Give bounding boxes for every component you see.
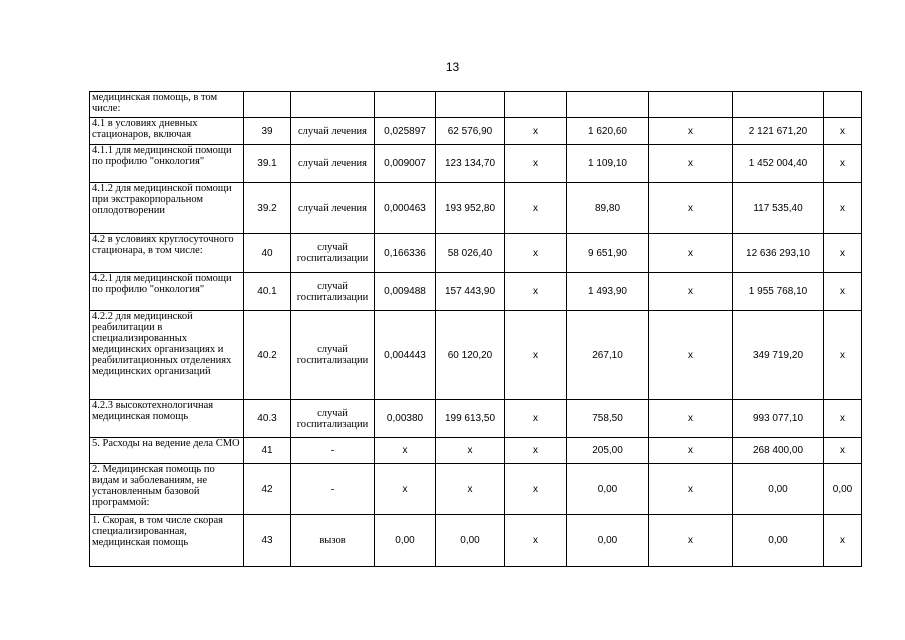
cell-value: х bbox=[505, 515, 567, 567]
cell-value: 349 719,20 bbox=[733, 311, 824, 400]
table-row bbox=[90, 183, 862, 234]
cell-value: х bbox=[505, 273, 567, 311]
cell-value: 0,025897 bbox=[375, 118, 436, 145]
cell-value: х bbox=[649, 145, 733, 183]
cell-value: х bbox=[505, 400, 567, 438]
cell-value: 0,00 bbox=[567, 464, 649, 515]
cell-value: 205,00 bbox=[567, 438, 649, 464]
cell-name: 2. Медицинская помощь по видам и заболеваниям, не установленным базовой программой: bbox=[90, 464, 244, 515]
cell-value bbox=[567, 92, 649, 118]
cell-value bbox=[375, 92, 436, 118]
table-row bbox=[90, 311, 862, 400]
cell-unit: случай госпитализации bbox=[291, 311, 375, 400]
cell-value: 199 613,50 bbox=[436, 400, 505, 438]
table-row bbox=[90, 145, 862, 183]
cell-value: 1 109,10 bbox=[567, 145, 649, 183]
cell-value: 117 535,40 bbox=[733, 183, 824, 234]
table-row bbox=[90, 92, 862, 118]
cell-value: 123 134,70 bbox=[436, 145, 505, 183]
cell-value: 0,00 bbox=[733, 464, 824, 515]
cell-unit: случай госпитализации bbox=[291, 273, 375, 311]
cell-value: 58 026,40 bbox=[436, 234, 505, 273]
cell-name: медицинская помощь, в том числе: bbox=[90, 92, 244, 118]
cell-name: 4.2.2 для медицинской реабилитации в специализированных медицинских организациях и реабилитационных отделениях медицинских организаций bbox=[90, 311, 244, 400]
table-row bbox=[90, 400, 862, 438]
cell-value: х bbox=[505, 118, 567, 145]
cell-value: х bbox=[824, 145, 862, 183]
cell-num: 42 bbox=[244, 464, 291, 515]
cell-value: х bbox=[824, 311, 862, 400]
table-row bbox=[90, 515, 862, 567]
cell-value: х bbox=[649, 273, 733, 311]
cell-value: 89,80 bbox=[567, 183, 649, 234]
cell-num: 40.3 bbox=[244, 400, 291, 438]
cell-value: х bbox=[824, 515, 862, 567]
cell-value: х bbox=[649, 438, 733, 464]
cell-value bbox=[733, 92, 824, 118]
cell-num: 39.1 bbox=[244, 145, 291, 183]
cell-name: 4.1.1 для медицинской помощи по профилю "онкология" bbox=[90, 145, 244, 183]
cell-value: х bbox=[505, 438, 567, 464]
cell-value bbox=[436, 92, 505, 118]
cell-value bbox=[649, 92, 733, 118]
cell-value: х bbox=[649, 311, 733, 400]
cell-num bbox=[244, 92, 291, 118]
cell-value: 0,00380 bbox=[375, 400, 436, 438]
cell-value: 2 121 671,20 bbox=[733, 118, 824, 145]
cell-value: 0,00 bbox=[375, 515, 436, 567]
cell-name: 4.1.2 для медицинской помощи при экстракорпоральном оплодотворении bbox=[90, 183, 244, 234]
cell-value: 0,00 bbox=[567, 515, 649, 567]
cell-unit: случай лечения bbox=[291, 145, 375, 183]
cell-value: х bbox=[824, 273, 862, 311]
cell-value: х bbox=[824, 234, 862, 273]
cell-value: х bbox=[505, 234, 567, 273]
cell-unit: случай госпитализации bbox=[291, 400, 375, 438]
cell-value: х bbox=[436, 464, 505, 515]
cell-value: х bbox=[375, 438, 436, 464]
cell-value: 0,009488 bbox=[375, 273, 436, 311]
cell-unit: - bbox=[291, 438, 375, 464]
cell-name: 4.2.1 для медицинской помощи по профилю "онкология" bbox=[90, 273, 244, 311]
cell-value: 0,004443 bbox=[375, 311, 436, 400]
cell-value: х bbox=[649, 400, 733, 438]
cell-value: х bbox=[649, 515, 733, 567]
cell-value: х bbox=[649, 234, 733, 273]
cell-value: х bbox=[505, 464, 567, 515]
cell-unit: - bbox=[291, 464, 375, 515]
cell-value: 60 120,20 bbox=[436, 311, 505, 400]
cell-value: х bbox=[649, 118, 733, 145]
cell-value: х bbox=[505, 311, 567, 400]
cell-value: 1 452 004,40 bbox=[733, 145, 824, 183]
table-row bbox=[90, 273, 862, 311]
cell-num: 40 bbox=[244, 234, 291, 273]
cell-num: 39.2 bbox=[244, 183, 291, 234]
cell-value: 9 651,90 bbox=[567, 234, 649, 273]
cell-value: х bbox=[824, 438, 862, 464]
cell-value: 0,00 bbox=[824, 464, 862, 515]
cell-value: х bbox=[505, 145, 567, 183]
cell-value: х bbox=[505, 183, 567, 234]
cell-name: 4.2 в условиях круглосуточного стационара, в том числе: bbox=[90, 234, 244, 273]
cell-value: х bbox=[375, 464, 436, 515]
table-row bbox=[90, 118, 862, 145]
table-row bbox=[90, 464, 862, 515]
cell-unit: случай госпитализации bbox=[291, 234, 375, 273]
cell-value: 157 443,90 bbox=[436, 273, 505, 311]
cell-value: 1 620,60 bbox=[567, 118, 649, 145]
cell-value: 1 493,90 bbox=[567, 273, 649, 311]
cell-value: 62 576,90 bbox=[436, 118, 505, 145]
cell-name: 4.1 в условиях дневных стационаров, включая bbox=[90, 118, 244, 145]
cell-value: х bbox=[824, 183, 862, 234]
cell-value: 267,10 bbox=[567, 311, 649, 400]
cell-num: 43 bbox=[244, 515, 291, 567]
cell-value: 758,50 bbox=[567, 400, 649, 438]
cell-value: 0,166336 bbox=[375, 234, 436, 273]
cell-num: 41 bbox=[244, 438, 291, 464]
cell-num: 40.1 bbox=[244, 273, 291, 311]
cell-value: 0,009007 bbox=[375, 145, 436, 183]
cell-unit: случай лечения bbox=[291, 118, 375, 145]
cell-unit bbox=[291, 92, 375, 118]
cell-value: 993 077,10 bbox=[733, 400, 824, 438]
cell-name: 1. Скорая, в том числе скорая специализированная, медицинская помощь bbox=[90, 515, 244, 567]
cell-name: 4.2.3 высокотехнологичная медицинская помощь bbox=[90, 400, 244, 438]
cell-num: 40.2 bbox=[244, 311, 291, 400]
table-row bbox=[90, 234, 862, 273]
cell-name: 5. Расходы на ведение дела СМО bbox=[90, 438, 244, 464]
cell-value: 0,00 bbox=[436, 515, 505, 567]
cell-value: 193 952,80 bbox=[436, 183, 505, 234]
cell-value: х bbox=[649, 183, 733, 234]
cell-value: х bbox=[649, 464, 733, 515]
cell-value: 12 636 293,10 bbox=[733, 234, 824, 273]
cell-num: 39 bbox=[244, 118, 291, 145]
cell-value: х bbox=[436, 438, 505, 464]
cell-value: х bbox=[824, 118, 862, 145]
table-row bbox=[90, 438, 862, 464]
cell-value: х bbox=[824, 400, 862, 438]
page-number: 13 bbox=[445, 60, 460, 74]
cell-unit: случай лечения bbox=[291, 183, 375, 234]
cell-value bbox=[505, 92, 567, 118]
cell-value bbox=[824, 92, 862, 118]
cell-value: 0,000463 bbox=[375, 183, 436, 234]
cell-value: 1 955 768,10 bbox=[733, 273, 824, 311]
cell-value: 0,00 bbox=[733, 515, 824, 567]
cell-unit: вызов bbox=[291, 515, 375, 567]
data-table bbox=[89, 91, 862, 567]
cell-value: 268 400,00 bbox=[733, 438, 824, 464]
